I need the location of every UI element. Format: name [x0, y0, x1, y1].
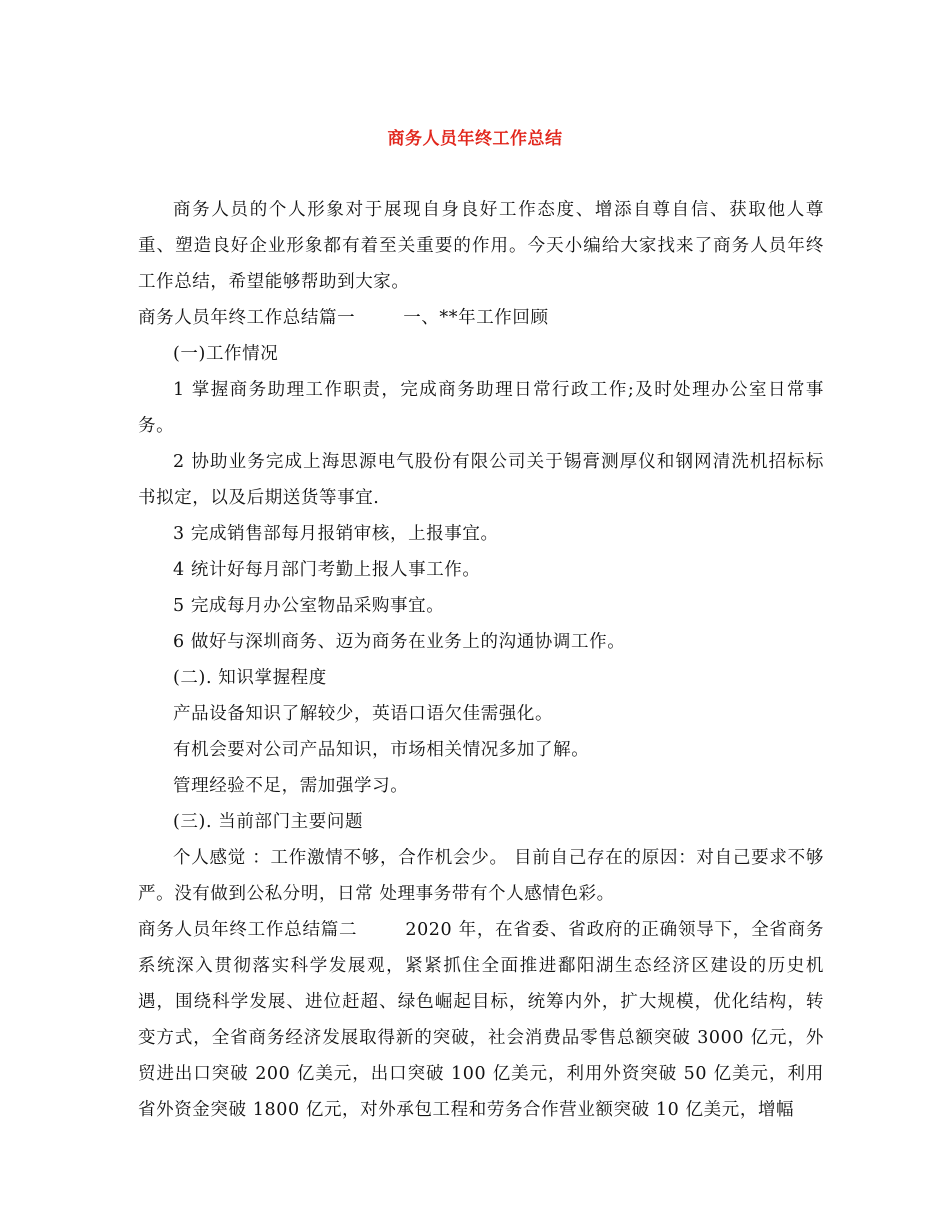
work-item: 3 完成销售部每月报销审核，上报事宜。: [173, 524, 499, 544]
work-item: 5 完成每月办公室物品采购事宜。: [173, 596, 445, 616]
knowledge-item: 有机会要对公司产品知识，市场相关情况多加了解。: [173, 740, 590, 760]
work-item: 4 统计好每月部门考勤上报人事工作。: [173, 560, 481, 580]
document-body: [138, 192, 824, 1128]
problems-paragraph: 个人感觉 ：工作激情不够，合作机会少。 目前自己存在的原因：对自己要求不够严。没有做到公私分明，日常 处理事务带有个人感情色彩。: [138, 848, 824, 904]
knowledge-item: 产品设备知识了解较少，英语口语欠佳需强化。: [173, 704, 554, 724]
section2-heading: 商务人员年终工作总结篇二: [138, 920, 358, 940]
section1-subheading: 一、**年工作回顾: [403, 308, 549, 328]
document-title: 商务人员年终工作总结: [387, 129, 563, 149]
section2-text: 2020 年，在省委、省政府的正确领导下，全省商务系统深入贯彻落实科学发展观，紧紧抓住全面推进鄱阳湖生态经济区建设的历史机遇，围绕科学发展、进位赶超、绿色崛起目标，统筹内外，扩大规模，优化结构，转变方式，全省商务经济发展取得新的突破，社会消费品零售总额突破 3000 亿元，外贸进出口突破 200 亿美元，出口突破 100 亿美元，利用外资突破 50 亿美元，利用省外资金突破 1800 亿元，对外承包工程和劳务合作营业额突破 10 亿美元，增幅: [138, 920, 824, 1120]
knowledge-item: 管理经验不足，需加强学习。: [173, 776, 409, 796]
part3-title: (三). 当前部门主要问题: [173, 812, 364, 832]
part2-title: (二). 知识掌握程度: [173, 668, 327, 688]
part1-title: (一)工作情况: [173, 344, 279, 364]
section1-heading-line: [138, 300, 824, 336]
section1-heading: 商务人员年终工作总结篇一: [138, 308, 356, 328]
work-item: 2 协助业务完成上海思源电气股份有限公司关于锡膏测厚仪和钢网清洗机招标标书拟定，以及后期送货等事宜.: [138, 452, 824, 508]
work-item: 1 掌握商务助理工作职责，完成商务助理日常行政工作;及时处理办公室日常事务。: [138, 380, 824, 436]
work-item: 6 做好与深圳商务、迈为商务在业务上的沟通协调工作。: [173, 632, 626, 652]
intro-paragraph: 商务人员的个人形象对于展现自身良好工作态度、增添自尊自信、获取他人尊重、塑造良好企业形象都有着至关重要的作用。今天小编给大家找来了商务人员年终工作总结，希望能够帮助到大家。: [138, 200, 824, 292]
section2-paragraph: [138, 912, 824, 1128]
